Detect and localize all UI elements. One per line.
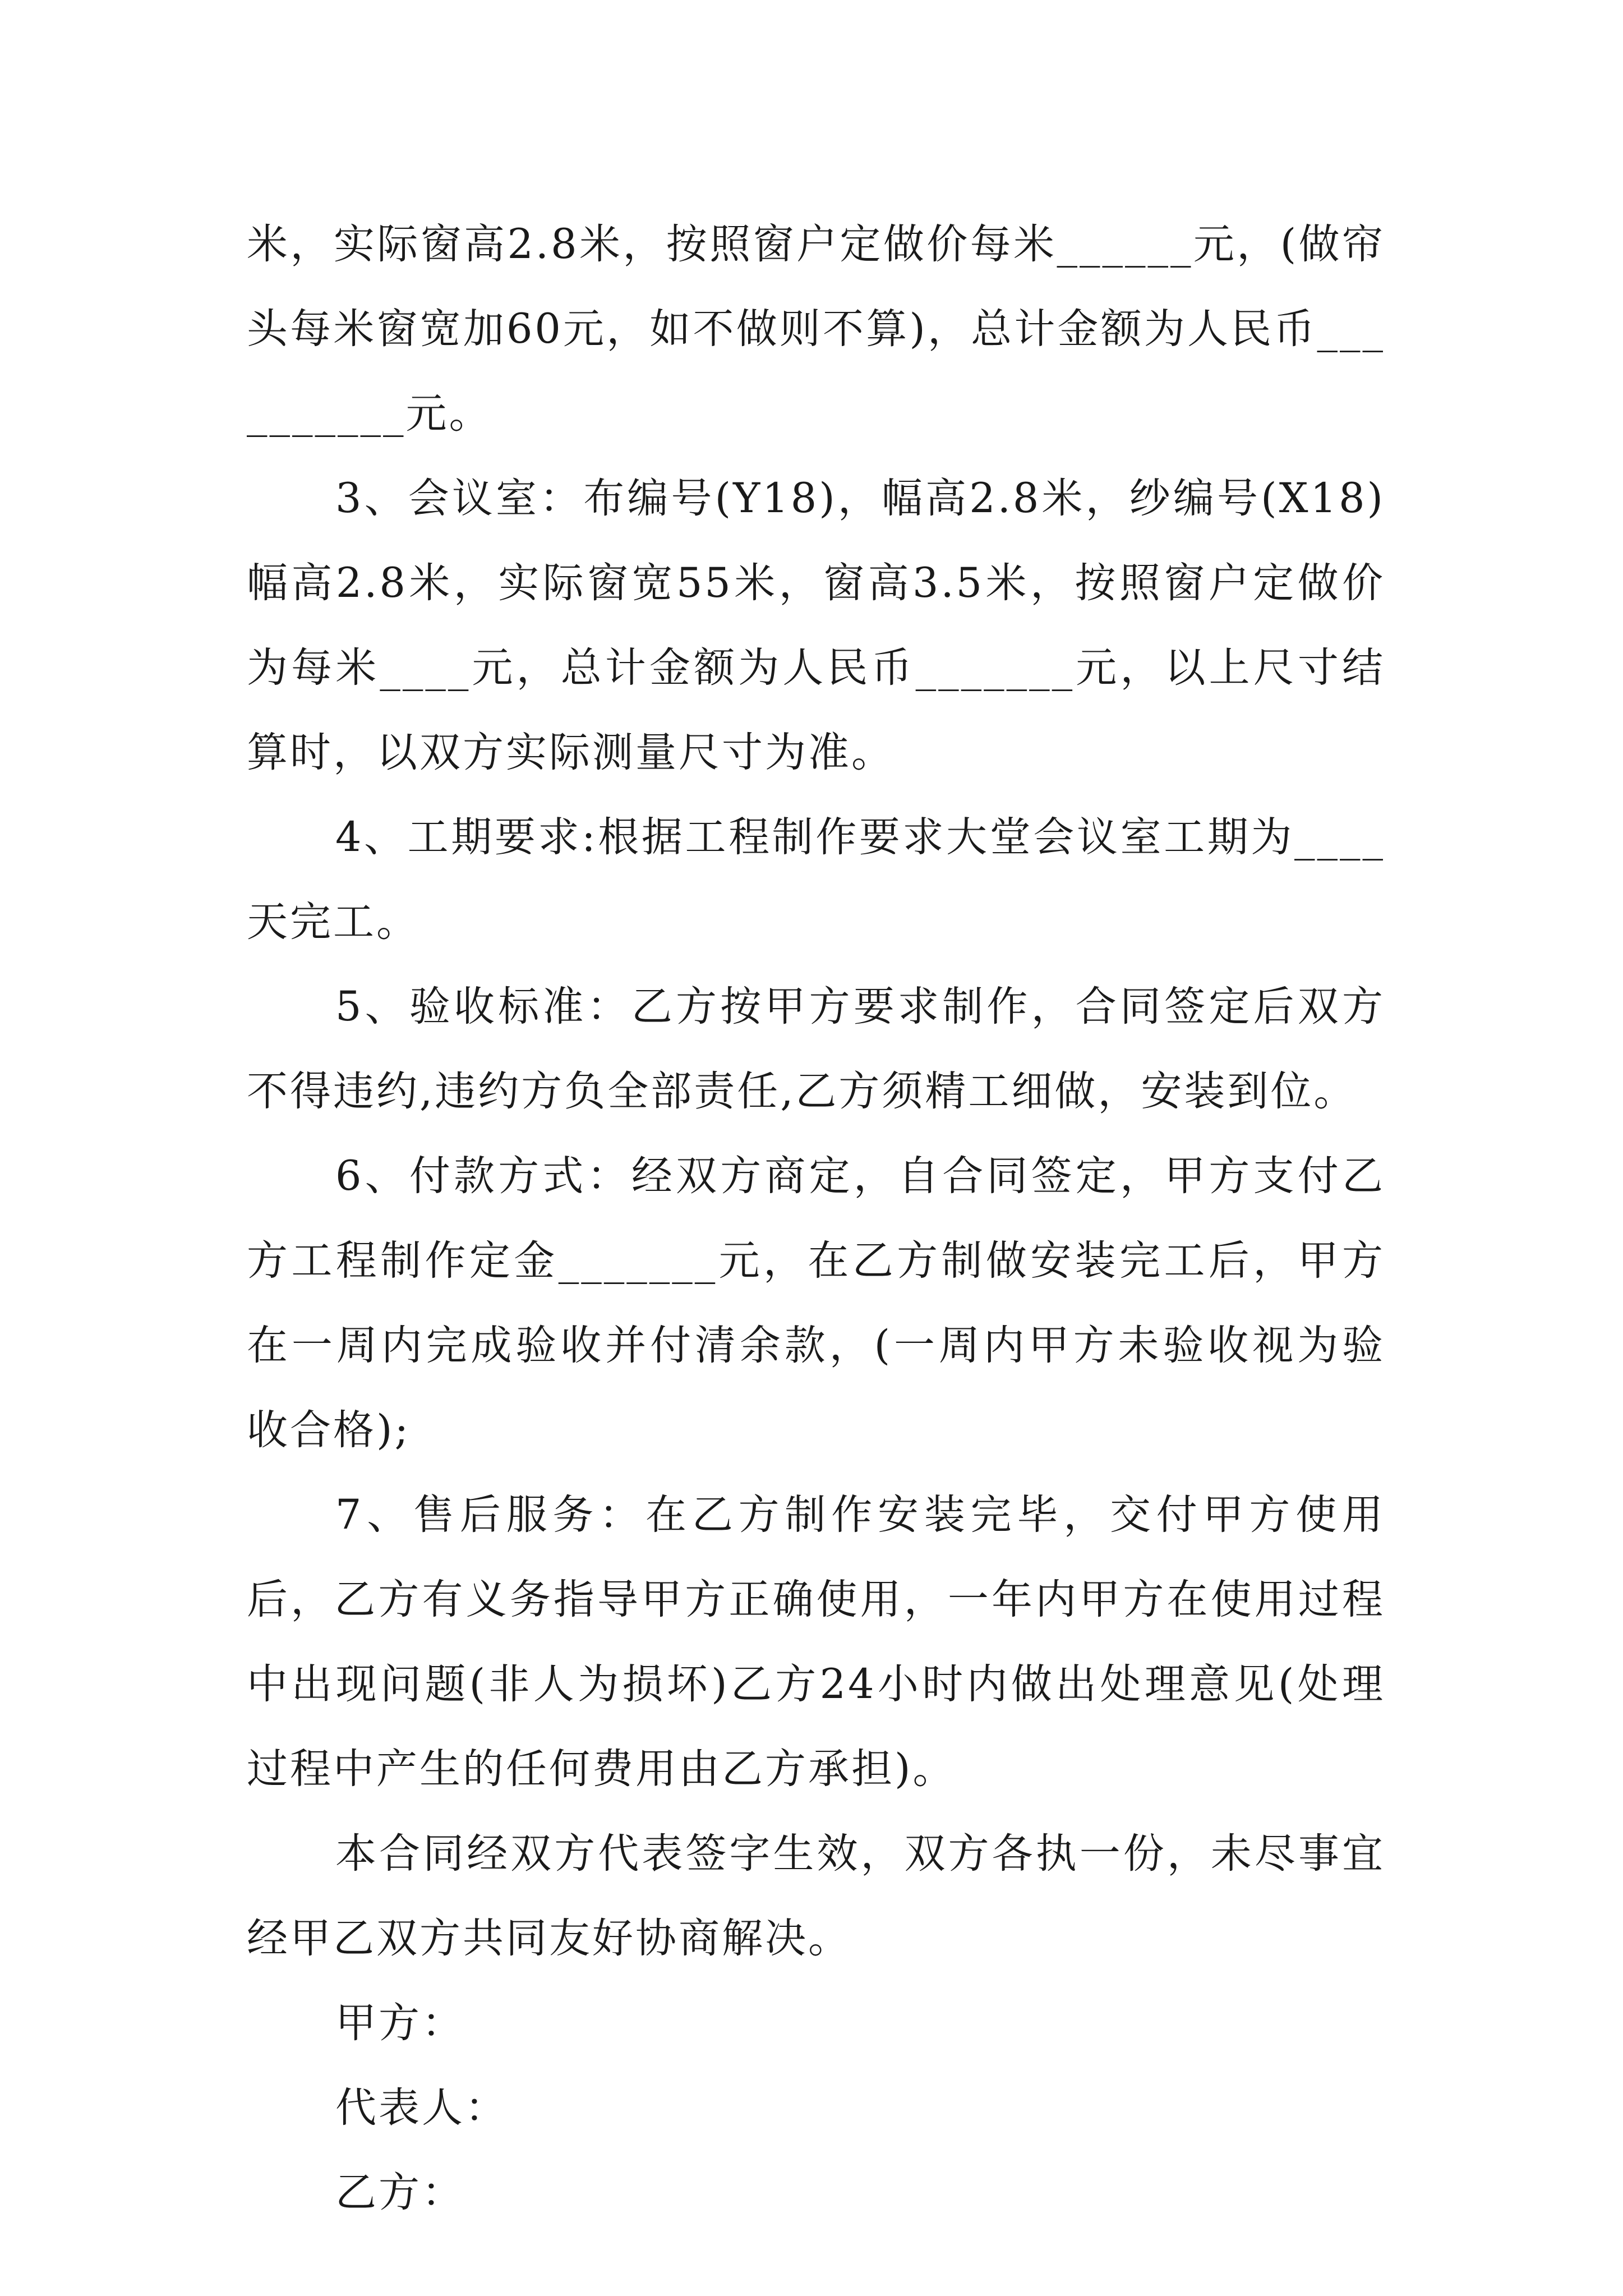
contract-body <box>247 202 1385 2235</box>
paragraph-closing-statement: 本合同经双方代表签字生效，双方各执一份，未尽事宜经甲乙双方共同友好协商解决。 <box>247 1830 1385 1962</box>
paragraph-clause-4-schedule: 4、工期要求:根据工程制作要求大堂会议室工期为____天完工。 <box>247 813 1385 946</box>
paragraph-clause-6-payment: 6、付款方式：经双方商定，自合同签定，甲方支付乙方工程制作定金_______元，在乙方制做安装完工后，甲方在一周内完成验收并付清余款，(一周内甲方未验收视为验收合格); <box>247 1152 1385 1454</box>
signature-party-b-label: 乙方： <box>335 2169 465 2216</box>
paragraph-clause-7-after-sales: 7、售后服务：在乙方制作安装完毕，交付甲方使用后，乙方有义务指导甲方正确使用，一年内甲方在使用过程中出现问题(非人为损坏)乙方24小时内做出处理意见(处理过程中产生的任何费用由乙方承担)。 <box>247 1491 1385 1793</box>
paragraph-clause-3-meeting-room: 3、会议室：布编号(Y18)，幅高2.8米，纱编号(X18)幅高2.8米，实际窗宽55米，窗高3.5米，按照窗户定做价为每米____元，总计金额为人民币_______元，以上尺寸结算时，以双方实际测量尺寸为准。 <box>247 475 1385 776</box>
signature-party-a-label: 甲方： <box>335 1999 465 2047</box>
signature-representative-label: 代表人： <box>335 2084 508 2132</box>
paragraph-curtain-lobby-tail: 米，实际窗高2.8米，按照窗户定做价每米______元，(做帘头每米窗宽加60元，如不做则不算)，总计金额为人民币__________元。 <box>247 220 1385 438</box>
paragraph-clause-5-acceptance: 5、验收标准：乙方按甲方要求制作，合同签定后双方不得违约,违约方负全部责任,乙方须精工细做，安装到位。 <box>247 983 1385 1115</box>
